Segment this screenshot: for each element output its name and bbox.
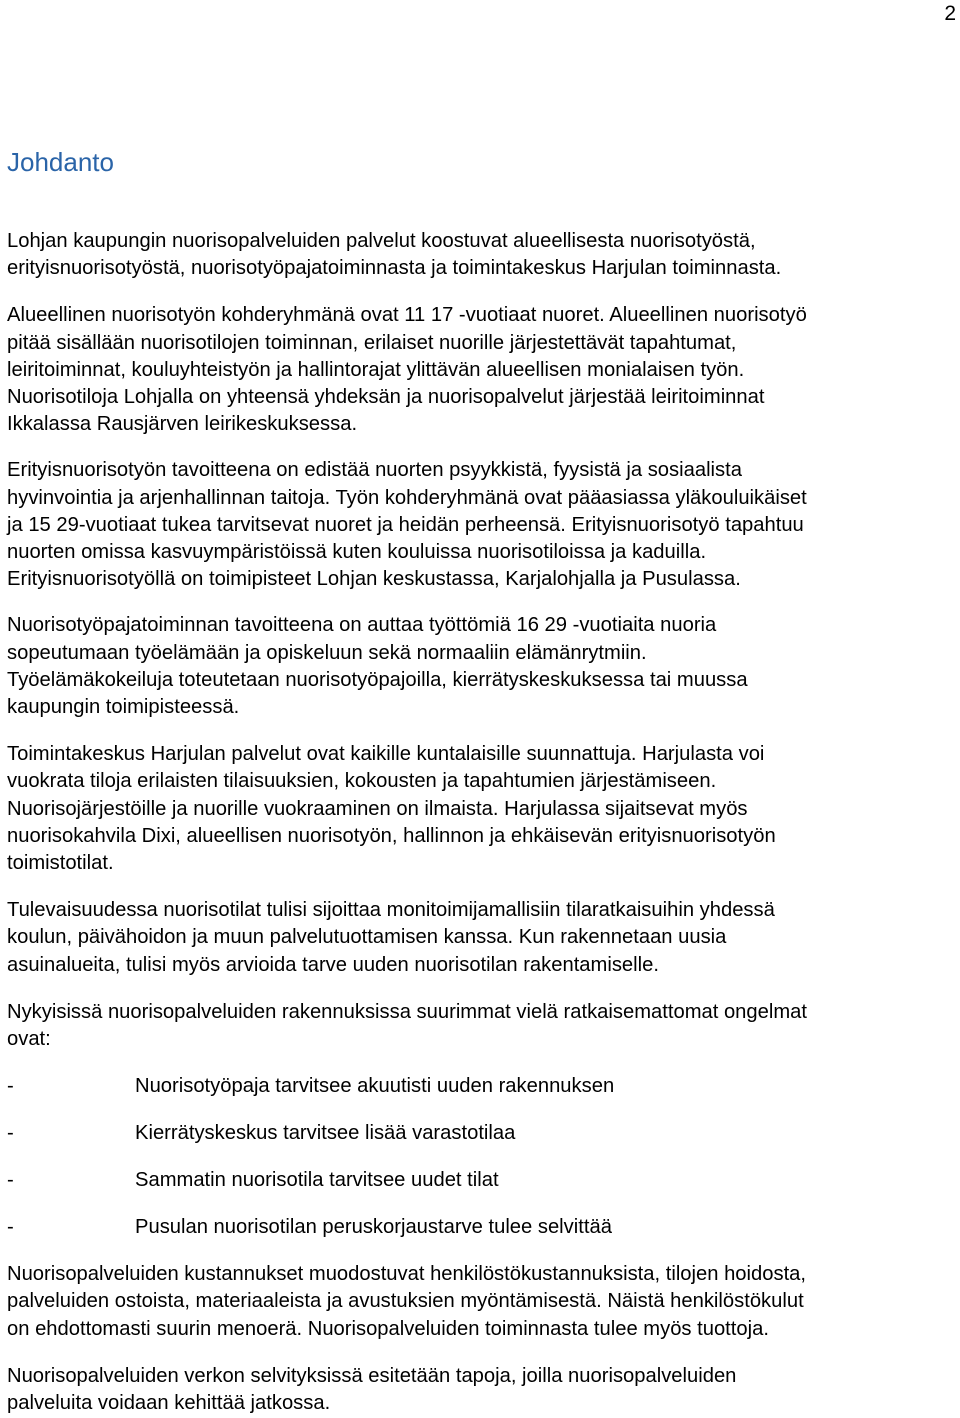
paragraph-workshop: Nuorisotyöpajatoiminnan tavoitteena on auttaa työttömiä 16 29 -vuotiaita nuoria sopeutumaan työelämään ja opiskeluun sekä normaaliin elämänrytmiin. Työelämäkokeiluja toteutetaan nuorisotyöpajoilla, kierrätyskeskuksessa tai muussa kaupungin toimipisteessä. xyxy=(7,614,748,719)
list-item-text: Sammatin nuorisotila tarvitsee uudet tilat xyxy=(135,1169,499,1192)
list-dash: - xyxy=(7,1215,14,1238)
paragraph-intro: Lohjan kaupungin nuorisopalveluiden palvelut koostuvat alueellisesta nuorisotyöstä, erityisnuorisotyöstä, nuorisotyöpajatoiminnasta ja toimintakeskus Harjulan toiminnasta. xyxy=(7,230,782,280)
list-item-text: Nuorisotyöpaja tarvitsee akuutisti uuden rakennuksen xyxy=(135,1075,615,1098)
paragraph-harjula: Toimintakeskus Harjulan palvelut ovat kaikille kuntalaisille suunnattuja. Harjulasta voi vuokrata tiloja erilaisten tilaisuuksien, kokousten ja tapahtumien järjestämiseen. Nuorisojärjestöille ja nuorille vuokraaminen on ilmaista. Harjulassa sijaitsevat myös nuorisokahvila Dixi, alueellisen nuorisotyön, hallinnon ja ehkäisevän erityisnuorisotyön toimistotilat. xyxy=(7,743,776,875)
document-body xyxy=(7,228,955,1417)
paragraph-regional-youth-work: Alueellinen nuorisotyön kohderyhmänä ovat 11 17 -vuotiaat nuoret. Alueellinen nuorisotyö pitää sisällään nuorisotilojen toiminnan, erilaiset nuorille järjestettävät tapahtumat, leiritoiminnat, kouluyhteistyön ja hallintorajat ylittävän alueellisen monialaisen työn. Nuorisotiloja Lohjalla on yhteensä yhdeksän ja nuorisopalvelut järjestää leiritoiminnat Ikkalassa Rausjärven leirikeskuksessa. xyxy=(7,304,807,436)
paragraph-problems-intro: Nykyisissä nuorisopalveluiden rakennuksissa suurimmat vielä ratkaisemattomat ongelmat ovat: xyxy=(7,1000,807,1051)
page-number: 2 xyxy=(944,2,956,25)
list-item xyxy=(7,1167,955,1194)
paragraph-costs: Nuorisopalveluiden kustannukset muodostuvat henkilöstökustannuksista, tilojen hoidosta, palveluiden ostoista, materiaaleista ja avustuksien myöntämisestä. Näistä henkilöstökulut on ehdottomasti suurin menoerä. Nuorisopalveluiden toiminnasta tulee myös tuottoja. xyxy=(7,1263,807,1340)
list-item-text: Pusulan nuorisotilan peruskorjaustarve tulee selvittää xyxy=(135,1215,612,1238)
list-dash: - xyxy=(7,1075,14,1098)
paragraph-development: Nuorisopalveluiden verkon selvityksissä esitetään tapoja, joilla nuorisopalveluiden palveluita voidaan kehittää jatkossa. xyxy=(7,1364,737,1414)
list-item xyxy=(7,1214,955,1241)
paragraph-special-youth-work: Erityisnuorisotyön tavoitteena on edistää nuorten psyykkistä, fyysistä ja sosiaalista hyvinvointia ja arjenhallinnan taitoja. Työn kohderyhmänä ovat pääasiassa yläkouluikäiset ja 15 29-vuotiaat tukea tarvitsevat nuoret ja heidän perheensä. Erityisnuorisotyö tapahtuu nuorten omissa kasvuympäristöissä kuten kouluissa nuorisotiloissa ja kaduilla. Erityisnuorisotyöllä on toimipisteet Lohjan keskustassa, Karjalohjalla ja Pusulassa. xyxy=(7,459,807,591)
list-item-text: Kierrätyskeskus tarvitsee lisää varastotilaa xyxy=(135,1122,516,1145)
list-dash: - xyxy=(7,1169,14,1192)
list-item xyxy=(7,1073,955,1100)
list-item xyxy=(7,1120,955,1147)
paragraph-future: Tulevaisuudessa nuorisotilat tulisi sijoittaa monitoimijamallisiin tilaratkaisuihin yhdessä koulun, päivähoidon ja muun palvelutuottamisen kanssa. Kun rakennetaan uusia asuinalueita, tulisi myös arvioida tarve uuden nuorisotilan rakentamiselle. xyxy=(7,899,775,976)
list-dash: - xyxy=(7,1122,14,1145)
section-heading: Johdanto xyxy=(7,147,114,177)
problem-list xyxy=(7,1073,955,1241)
